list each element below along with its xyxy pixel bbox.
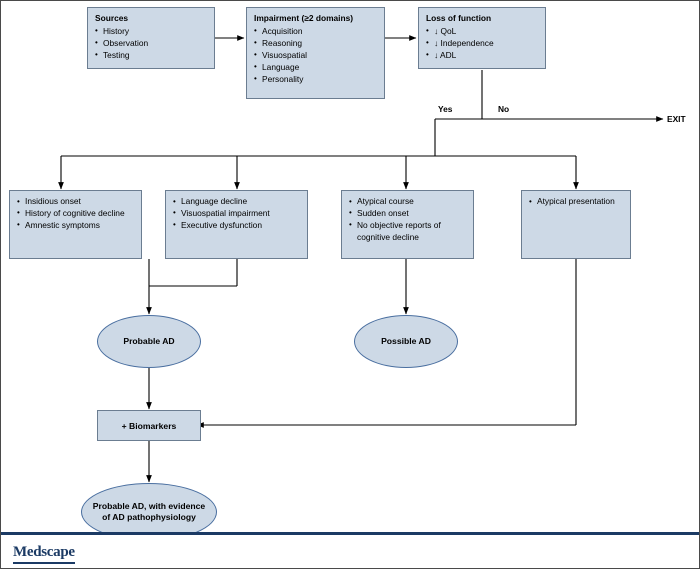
list-item: • Personality bbox=[254, 74, 378, 86]
box-branch-typical-amnestic bbox=[9, 190, 142, 259]
label-exit: EXIT bbox=[667, 114, 686, 124]
ellipse-final-label: Probable AD, with evidence of AD pathophysiology bbox=[92, 500, 206, 522]
box-loss-of-function bbox=[418, 7, 546, 69]
list-item: • Amnestic symptoms bbox=[17, 220, 135, 232]
box-biomarkers: + Biomarkers bbox=[97, 410, 201, 441]
list-item: • Atypical course bbox=[349, 196, 467, 208]
box-sources bbox=[87, 7, 215, 69]
box-loss-of-function-title: Loss of function bbox=[426, 13, 492, 23]
ellipse-probable-ad: Probable AD bbox=[97, 315, 201, 368]
list-item: • Executive dysfunction bbox=[173, 220, 301, 232]
box-branch-atypical-course bbox=[341, 190, 474, 259]
medscape-logo: Medscape bbox=[13, 544, 75, 560]
list-item: • Insidious onset bbox=[17, 196, 135, 208]
list-item: • Sudden onset bbox=[349, 208, 467, 220]
list-item: • History of cognitive decline bbox=[17, 208, 135, 220]
list-item: • Language decline bbox=[173, 196, 301, 208]
box-branch4-list bbox=[529, 196, 624, 208]
list-item: • Acquisition bbox=[254, 26, 378, 38]
list-item: • History bbox=[95, 26, 208, 38]
ellipse-possible-ad: Possible AD bbox=[354, 315, 458, 368]
list-item: • Testing bbox=[95, 50, 208, 62]
box-branch1-list bbox=[17, 196, 135, 232]
list-item: • Visuospatial impairment bbox=[173, 208, 301, 220]
list-item: • No objective reports of cognitive decline bbox=[349, 220, 467, 244]
medscape-logo-underline bbox=[13, 562, 75, 564]
label-yes: Yes bbox=[438, 104, 453, 114]
list-item: • Observation bbox=[95, 38, 208, 50]
list-item: • Atypical presentation bbox=[529, 196, 624, 208]
box-branch-atypical-presentation bbox=[521, 190, 631, 259]
list-item: • ↓ ADL bbox=[426, 50, 539, 62]
box-sources-list bbox=[95, 26, 208, 62]
box-branch-nonamnestic bbox=[165, 190, 308, 259]
box-impairment bbox=[246, 7, 385, 99]
list-item: • ↓ Independence bbox=[426, 38, 539, 50]
footer-bar bbox=[1, 532, 699, 568]
list-item: • Visuospatial bbox=[254, 50, 378, 62]
box-sources-title: Sources bbox=[95, 13, 129, 23]
list-item: • Language bbox=[254, 62, 378, 74]
box-loss-of-function-list bbox=[426, 26, 539, 62]
label-no: No bbox=[498, 104, 510, 114]
box-impairment-title: Impairment (≥2 domains) bbox=[254, 13, 354, 23]
list-item: • ↓ QoL bbox=[426, 26, 539, 38]
box-branch2-list bbox=[173, 196, 301, 232]
box-impairment-list bbox=[254, 26, 378, 86]
list-item: • Reasoning bbox=[254, 38, 378, 50]
box-branch3-list bbox=[349, 196, 467, 244]
